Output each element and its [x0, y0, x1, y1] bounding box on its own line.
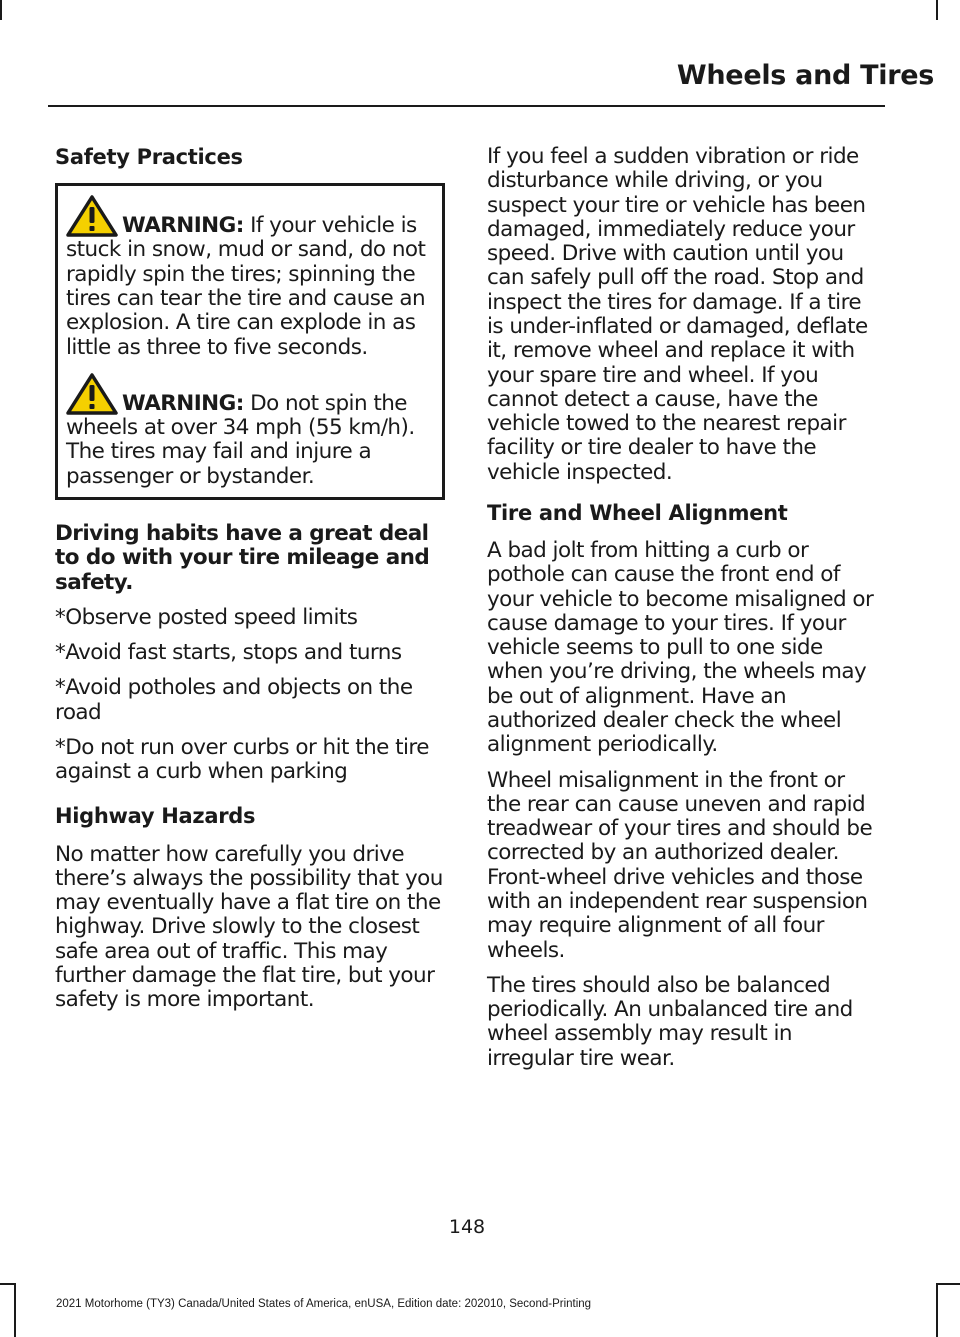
highway-hazards-heading: Highway Hazards: [55, 804, 256, 829]
right-column: [487, 145, 882, 1082]
tip-item: *Do not run over curbs or hit the tire against a curb when parking: [55, 734, 429, 785]
vibration-text: If you feel a sudden vibration or ride disturbance while driving, or you suspect your tire or vehicle has been damaged, immediately reduce your speed. Drive with caution until you can safely pull off the road. Stop and inspect the tires for damage. If a tire is under-inflated or damaged, deflate it, remove wheel and replace it with your spare tire and wheel. If you cannot detect a cause, have the vehicle towed to the nearest repair facility or tire dealer to have the vehicle inspected.: [487, 144, 868, 485]
crop-mark-bottom-left-h: [0, 1283, 16, 1285]
page-title: Wheels and Tires: [676, 60, 934, 91]
crop-mark-bottom-left-v: [14, 1283, 16, 1337]
page-number: 148: [448, 1216, 486, 1238]
crop-mark-bottom-right-v: [936, 1283, 938, 1337]
warning-1-keyword: WARNING:: [122, 213, 244, 239]
warning-2: [66, 372, 434, 489]
alignment-paragraph-3: The tires should also be balanced periodically. An unbalanced tire and wheel assembly may result in irregular tire wear.: [487, 972, 853, 1071]
left-column: [55, 145, 445, 1024]
warning-2-keyword: WARNING:: [122, 390, 244, 416]
warning-1-text: If your vehicle is stuck in snow, mud or sand, do not rapidly spin the tires; spinning the tires can tear the tire and cause an explosion. A tire can explode in as little as three to five seconds.: [66, 213, 426, 360]
warning-1: [66, 194, 434, 360]
crop-mark-top-left-v: [0, 0, 2, 20]
alignment-paragraph-1: A bad jolt from hitting a curb or pothole can cause the front end of your vehicle to become misaligned or cause damage to your tires. If your vehicle seems to pull to one side when you’re driving, the wheels may be out of alignment. Have an authorized dealer check the wheel alignment periodically.: [487, 538, 874, 758]
header-divider: [48, 105, 885, 107]
warning-box: [55, 183, 445, 500]
warning-triangle-icon: [66, 372, 118, 416]
warning-triangle-icon: [66, 194, 118, 238]
highway-hazards-text: No matter how carefully you drive there’s always the possibility that you may eventually have a flat tire on the highway. Drive slowly to the closest safe area out of traffic. This may further damage the flat tire, but your safety is more important.: [55, 841, 443, 1013]
warning-2-text: Do not spin the wheels at over 34 mph (55 km/h). The tires may fail and injure a passenger or bystander.: [66, 390, 415, 489]
alignment-paragraph-2: Wheel misalignment in the front or the rear can cause uneven and rapid treadwear of your tires and should be corrected by an authorized dealer. Front-wheel drive vehicles and those with an independent rear suspension may require alignment of all four wheels.: [487, 767, 873, 963]
alignment-heading: Tire and Wheel Alignment: [487, 500, 788, 525]
crop-mark-top-right-v: [936, 0, 938, 20]
tip-item: *Avoid fast starts, stops and turns: [55, 640, 402, 666]
crop-mark-bottom-right-h: [936, 1283, 960, 1285]
tip-item: *Observe posted speed limits: [55, 604, 358, 630]
footer-edition-text: 2021 Motorhome (TY3) Canada/United States of America, enUSA, Edition date: 202010, Second-Printing: [56, 1298, 592, 1310]
driving-habits-heading: Driving habits have a great deal to do with your tire mileage and safety.: [55, 520, 430, 595]
tip-item: *Avoid potholes and objects on the road: [55, 675, 413, 725]
safety-practices-heading: Safety Practices: [55, 145, 243, 169]
